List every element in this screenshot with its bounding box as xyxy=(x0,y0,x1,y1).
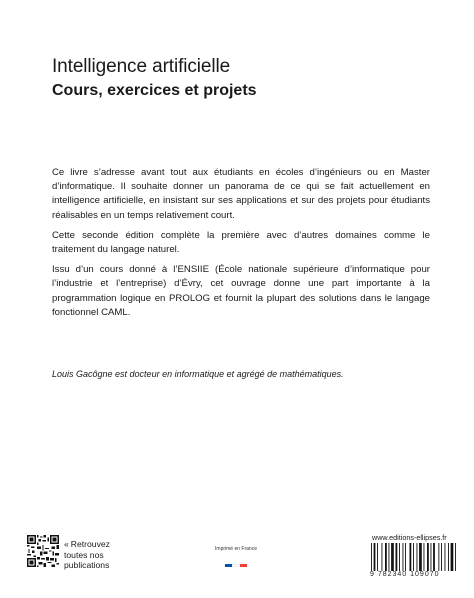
book-title: Intelligence artificielle xyxy=(52,56,231,77)
author-note: Louis Gacôgne est docteur en informatique et agrégé de mathématiques. xyxy=(52,369,344,379)
promo-line: toutes nos xyxy=(64,549,104,560)
blurb-paragraph: Issu d’un cours donné à l’ENSIIE (École nationale supérieure d’informatique pour l’industrie et l’entreprise) d’Évry, cet ouvrage donne une part importante à la programmation logique en PROLOG et fournit la plupart des solutions dans le langage fonctionnel CAML. xyxy=(52,264,430,318)
blurb xyxy=(52,166,430,326)
publications-link[interactable] xyxy=(64,539,110,571)
barcode-icon xyxy=(370,543,458,571)
promo-line: publications xyxy=(64,560,110,571)
printed-in-label: Imprimé en France xyxy=(215,546,257,552)
printed-in-france-badge xyxy=(213,546,259,572)
promo-line: Retrouvez xyxy=(70,539,110,549)
blurb-paragraph: Cette seconde édition complète la première avec d’autres domaines comme le traitement du langage naturel. xyxy=(52,229,430,256)
book-subtitle: Cours, exercices et projets xyxy=(52,82,257,99)
french-flag-icon xyxy=(225,564,247,567)
publisher-website[interactable]: www.editions-ellipses.fr xyxy=(372,533,447,542)
qr-code-icon[interactable] xyxy=(27,535,59,567)
isbn-number: 9 782340 109070 xyxy=(370,571,440,578)
blurb-paragraph: Ce livre s’adresse avant tout aux étudiants en écoles d’ingénieurs ou en Master d’informatique. Il souhaite donner un panorama de ce qui se fait actuellement en intelligence artificielle, en insistant sur ses applications et sur des projets pour étudiants réalisables en un temps relativement court. xyxy=(52,167,430,221)
quote-mark: « xyxy=(64,539,69,549)
